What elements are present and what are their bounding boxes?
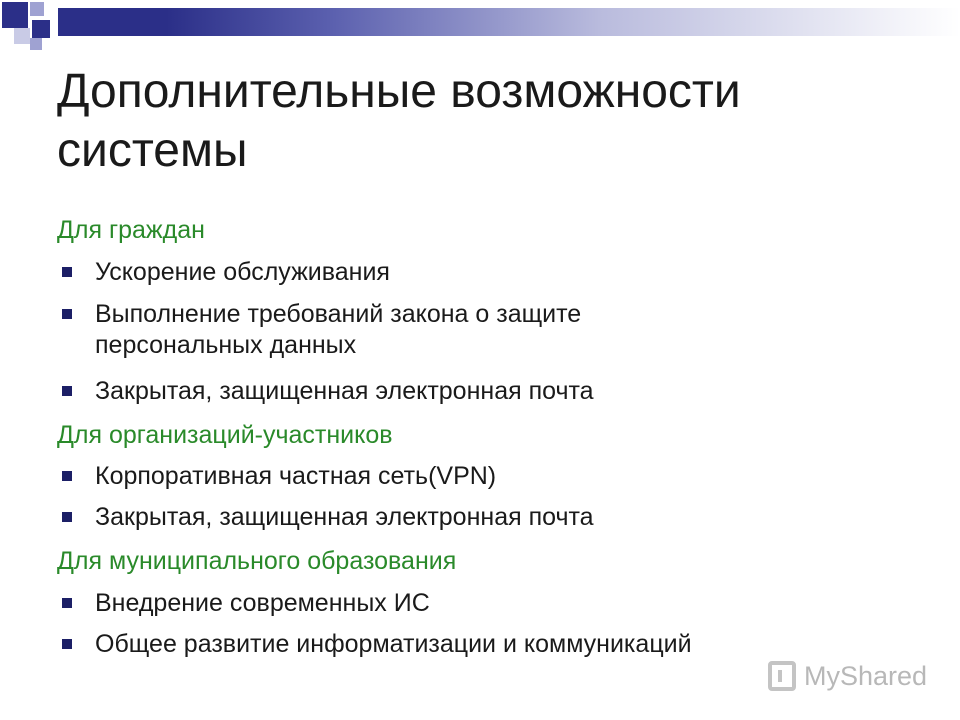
bullet-icon bbox=[62, 471, 72, 481]
myshared-logo-icon bbox=[768, 661, 796, 691]
deco-square bbox=[14, 28, 30, 44]
slide-decoration bbox=[0, 0, 960, 60]
list-item-text: Ускорение обслуживания bbox=[95, 258, 390, 286]
list-item-text: Общее развитие информатизации и коммуникаций bbox=[95, 630, 692, 658]
list-item-text: Внедрение современных ИС bbox=[95, 589, 430, 617]
list-item-text: Корпоративная частная сеть(VPN) bbox=[95, 462, 497, 490]
watermark bbox=[768, 656, 927, 696]
watermark-text: MyShared bbox=[804, 660, 928, 691]
bullet-icon bbox=[62, 639, 72, 649]
title-bar-gradient bbox=[58, 8, 960, 36]
list-item-text: Закрытая, защищенная электронная почта bbox=[95, 503, 594, 531]
list-item-text: Закрытая, защищенная электронная почта bbox=[95, 377, 594, 405]
bullet-icon bbox=[62, 512, 72, 522]
deco-square bbox=[32, 20, 50, 38]
list-item-text: Выполнение требований закона о защите bbox=[95, 300, 582, 328]
slide-title: Дополнительные возможности системы bbox=[57, 65, 741, 177]
section-citizens-heading: Для граждан bbox=[57, 216, 205, 244]
deco-square bbox=[2, 2, 28, 28]
deco-square bbox=[30, 2, 44, 16]
list-item-text-continued: персональных данных bbox=[95, 331, 357, 359]
bullet-icon bbox=[62, 309, 72, 319]
bullet-icon bbox=[62, 386, 72, 396]
section-organizations-heading: Для организаций-участников bbox=[57, 421, 393, 449]
bullet-icon bbox=[62, 267, 72, 277]
deco-square bbox=[30, 38, 42, 50]
section-municipality-heading: Для муниципального образования bbox=[57, 547, 457, 575]
bullet-icon bbox=[62, 598, 72, 608]
